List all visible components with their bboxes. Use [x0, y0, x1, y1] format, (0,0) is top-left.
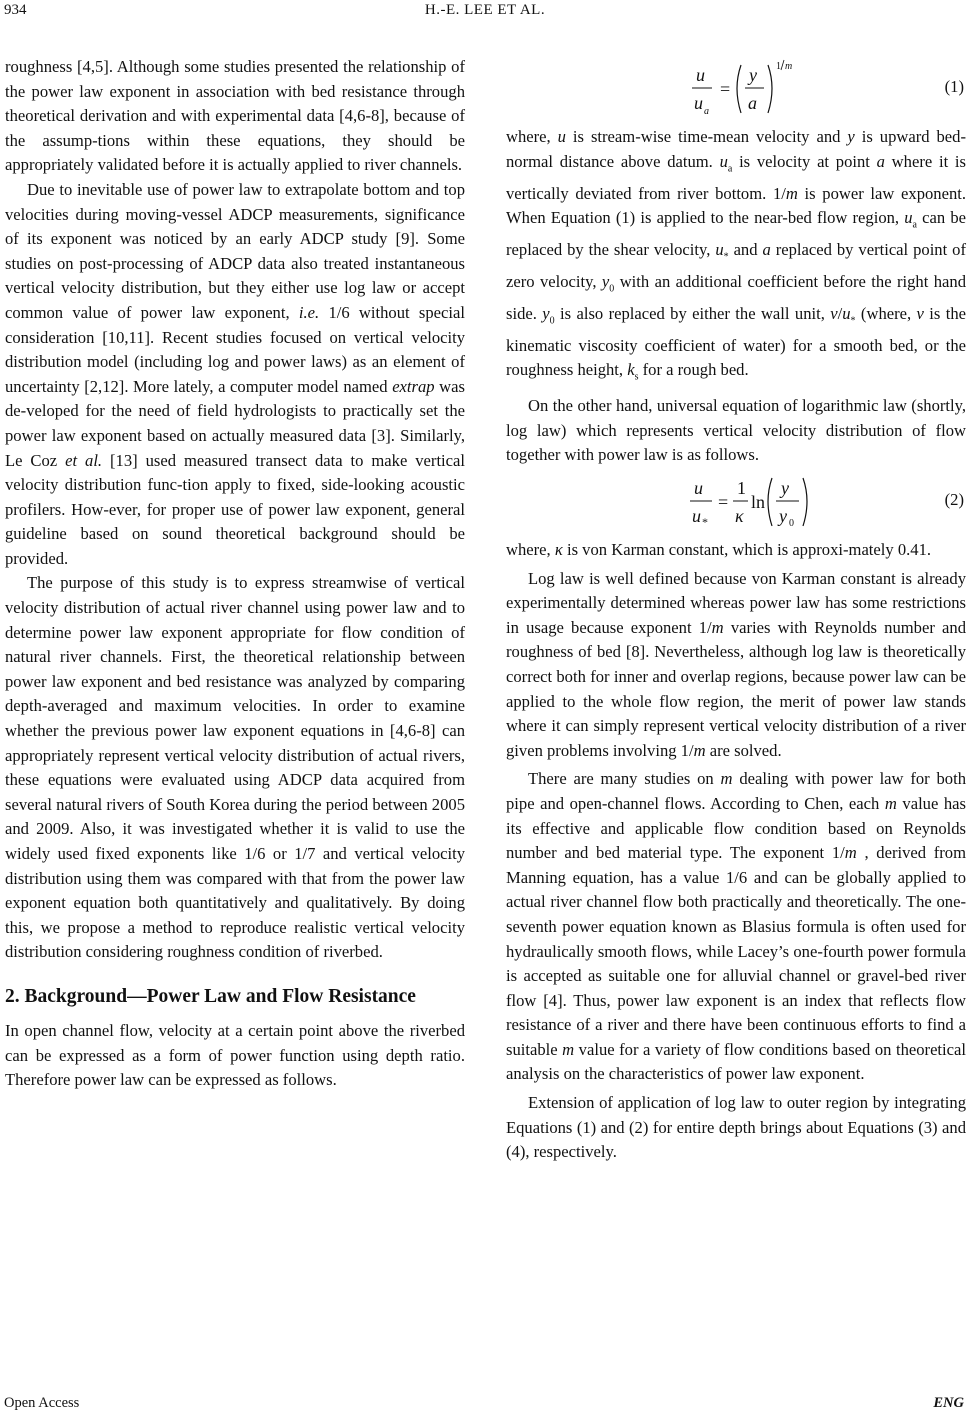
page-number: 934: [4, 2, 27, 18]
svg-text:y: y: [781, 478, 789, 498]
equation-number: (2): [944, 490, 964, 509]
paragraph: In open channel flow, velocity at a certain point above the riverbed can be expressed as a form of power function using depth ratio. Therefore power law can be expressed as follows.: [5, 1020, 465, 1090]
right-column: [506, 55, 966, 1165]
paragraph: Log law is well defined because von Karman constant is already experimentally determined whereas power law has some restrictions in usage because exponent 1/m varies with Reynolds number and roughness of bed [8]. Nevertheless, although log law is theoretically correct both for inner and overlap regions, because power law can be applied to the whole flow region, the merit of power law stands where it can simply represent vertical velocity distribution of a river given problems involving 1/m are solved.: [506, 568, 966, 760]
power-law-formula: [686, 57, 806, 119]
svg-text:*: *: [702, 515, 708, 529]
paragraph: roughness [4,5]. Although some studies presented the relationship of the power law exponent in association with bed resistance through theoretical derivation and with experimental data [4,6-8], because of the assump-tions within these equations, they should be appropriately validated before it is actually applied to river channels.: [5, 57, 465, 175]
section-heading: 2. Background—Power Law and Flow Resistance: [5, 985, 416, 1007]
svg-text:1: 1: [776, 61, 781, 72]
svg-text:ln: ln: [751, 492, 766, 512]
running-header: [0, 0, 970, 26]
paragraph: The purpose of this study is to express streamwise of vertical velocity distribution of actual river channel using power law and to determine power law exponent appropriate for flow condition of natural river channels. First, the theoretical relationship between power law exponent and bed resistance was analyzed by comparing depth-averaged and maximum velocities. In order to examine whether the previous power law exponent equations in [4,6-8] can appropriately represent vertical velocity distribution of actual rivers, these equations were evaluated using ADCP data acquired from several natural rivers of South Korea during the period between 2005 and 2009. Also, it was investigated whether it is valid to use the widely used fixed exponents like 1/6 or 1/7 and vertical velocity distribution using them was compared with that from the power law exponent equation both quantitatively and qualitatively. By doing this, we propose a method to reproduce realistic vertical velocity distribution considering roughness condition of riverbed.: [5, 573, 465, 962]
svg-text:=: =: [718, 492, 729, 512]
svg-text:1: 1: [737, 478, 746, 498]
paragraph: where, u is stream-wise time-mean velocity and y is upward bed-normal distance above datum. $u_a$ is velocity at point a where it is vertically deviated from river bottom. 1/m is power law exponent. When Equation (1) is applied to the near-bed flow region, $u_a$ can be replaced by the shear velocity, $u_*$ and a replaced by vertical point of zero velocity, $y_0$ with an additional coefficient before the right hand side. $y_0$ is also replaced by either the wall unit, $\nu/u_*$ (where, ν is the kinematic viscosity coefficient of water) for a smooth bed, or the roughness height, $k_s$ for a rough bed.: [506, 127, 967, 383]
svg-text:y: y: [779, 506, 787, 526]
equation-2: [506, 470, 966, 532]
svg-text:0: 0: [789, 518, 794, 529]
svg-text:u: u: [694, 478, 703, 498]
paragraph: On the other hand, universal equation of logarithmic law (shortly, log law) which represents vertical velocity distribution of flow together with power law is as follows.: [506, 396, 966, 465]
running-head-authors: H.-E. LEE ET AL.: [424, 2, 546, 18]
svg-text:y: y: [749, 65, 757, 85]
paragraph: Extension of application of log law to outer region by integrating Equations (1) and (2) for entire depth brings about Equations (3) and (4), respectively.: [506, 1093, 966, 1162]
svg-text:u: u: [696, 65, 705, 85]
svg-text:u: u: [694, 93, 703, 113]
equation-number: (1): [944, 77, 964, 96]
equation-1: [506, 57, 966, 119]
journal-abbreviation: ENG: [933, 1395, 964, 1411]
left-column: [5, 55, 465, 1093]
paragraph: Due to inevitable use of power law to extrapolate bottom and top velocities during moving-vessel ADCP measurements, significance of its exponent was noticed by an early ADCP study [9]. Some studies on post-processing of ADCP data also treated instantaneous vertical velocity distribution, but they either use log law or accept common value of power law exponent, i.e. 1/6 without special consideration [10,11]. Recent studies focused on vertical velocity distribution model (including log and power laws) as an element of uncertainty [2,12]. More lately, a computer model named extrap was de-veloped for the need of field hydrologists to practically set the power law exponent based on actually measured data [3]. Similarly, Le Coz et al. [13] used measured transect data to make vertical velocity distribution func-tion apply to fixed, side-looking acoustic profilers. How-ever, for proper use of power law exponent, general guideline based on sound theoretical background should be provided.: [5, 179, 466, 568]
paragraph: where, κ is von Karman constant, which is approxi-mately 0.41.: [506, 540, 932, 559]
svg-text:a: a: [748, 93, 757, 113]
svg-text:=: =: [720, 79, 731, 99]
svg-text:a: a: [704, 106, 709, 117]
svg-text:m: m: [785, 61, 793, 72]
paragraph: There are many studies on m dealing with power law for both pipe and open-channel flows. According to Chen, each m value has its effective and applicable flow condition based on Reynolds number and bed material type. The exponent 1/m , derived from Manning equation, has a value 1/6 and can be globally applied to actual river channel flow both practically and theoretically. The one-seventh power equation known as Blasius formula is often used for hydraulically smooth flows, while Lacey’s one-fourth power formula is accepted as suitable one for alluvial channel or gravel-bed river flow [4]. Thus, power law exponent is an index that reflects flow resistance of a river and there have been continuous efforts to find a suitable m value for a variety of flow conditions based on theoretical analysis on the characteristics of power law exponent.: [506, 769, 967, 1084]
open-access-label: Open Access: [4, 1395, 80, 1411]
log-law-formula: [684, 470, 824, 532]
svg-text:u: u: [692, 506, 701, 526]
svg-text:κ: κ: [735, 506, 744, 526]
